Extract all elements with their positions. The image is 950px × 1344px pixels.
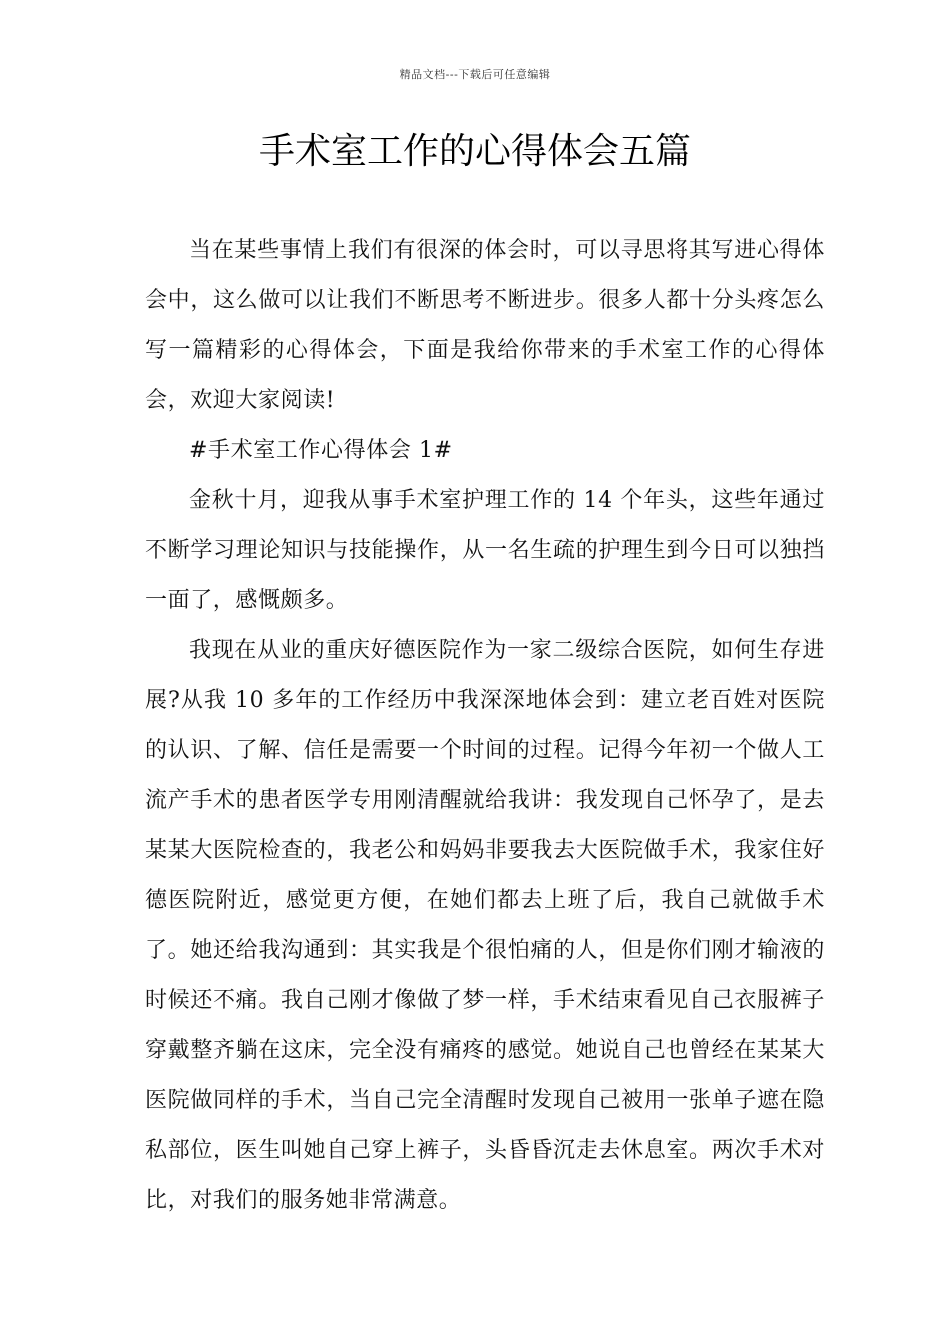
intro-paragraph: 当在某些事情上我们有很深的体会时，可以寻思将其写进心得体会中，这么做可以让我们不断思考不断进步。很多人都十分头疼怎么写一篇精彩的心得体会，下面是我给你带来的手术室工作的心得体会，欢迎大家阅读! <box>145 238 825 413</box>
document-body <box>145 226 825 1226</box>
document-title: 手术室工作的心得体会五篇 <box>258 131 691 172</box>
paragraph-2: 我现在从业的重庆好德医院作为一家二级综合医院，如何生存进展?从我 10 多年的工作经历中我深深地体会到：建立老百姓对医院的认识、了解、信任是需要一个时间的过程。记得今年初一个做人工流产手术的患者医学专用刚清醒就给我讲：我发现自己怀孕了，是去某某大医院检查的，我老公和妈妈非要我去大医院做手术，我家住好德医院附近，感觉更方便，在她们都去上班了后，我自己就做手术了。她还给我沟通到：其实我是个很怕痛的人，但是你们刚才输液的时候还不痛。我自己刚才像做了梦一样，手术结束看见自己衣服裤子穿戴整齐躺在这床，完全没有痛疼的感觉。她说自己也曾经在某某大医院做同样的手术，当自己完全清醒时发现自己被用一张单子遮在隐私部位，医生叫她自己穿上裤子，头昏昏沉走去休息室。两次手术对比，对我们的服务她非常满意。 <box>145 638 825 1213</box>
header-note: 精品文档---下载后可任意编辑 <box>399 68 551 81</box>
paragraph-1: 金秋十月，迎我从事手术室护理工作的 14 个年头，这些年通过不断学习理论知识与技能操作，从一名生疏的护理生到今日可以独挡一面了，感慨颇多。 <box>145 488 825 613</box>
section-heading: #手术室工作心得体会 1# <box>189 438 453 463</box>
